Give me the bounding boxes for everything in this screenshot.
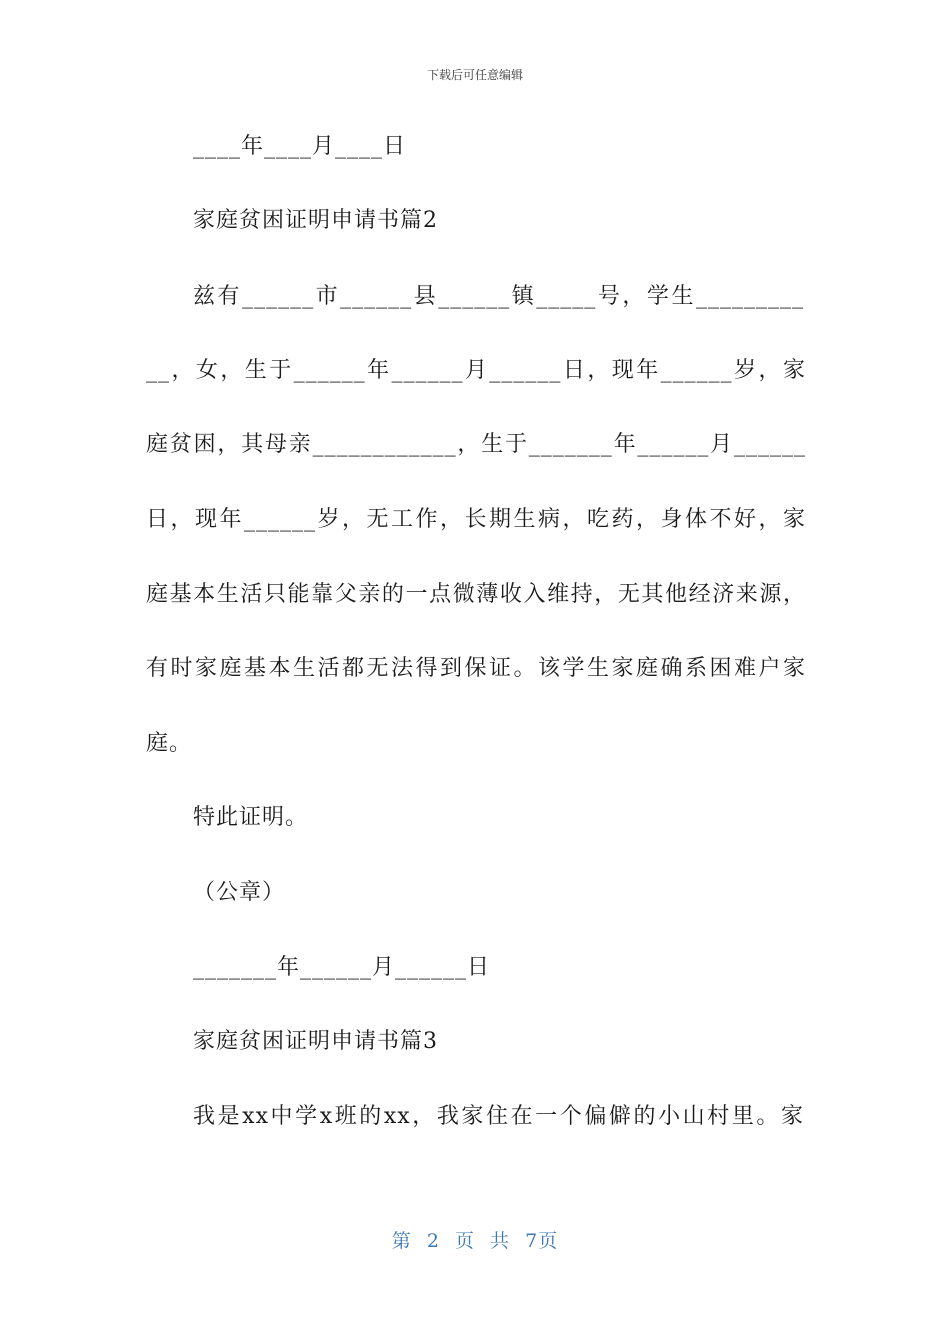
section-heading: 家庭贫困证明申请书篇3 (193, 1029, 438, 1054)
section-heading: 家庭贫困证明申请书篇2 (193, 208, 438, 233)
paragraph-line: 我是xx中学x班的xx，我家住在一个偏僻的小山村里。家 (193, 1104, 804, 1129)
header-note: 下载后可任意编辑 (426, 68, 523, 82)
paragraph-line: 日，现年______岁，无工作，长期生病，吃药，身体不好，家 (146, 507, 806, 532)
paragraph-line: 庭基本生活只能靠父亲的一点微薄收入维持，无其他经济来源， (146, 582, 806, 607)
paragraph-line: 庭。 (146, 731, 193, 756)
date-line: ____年____月____日 (193, 134, 407, 159)
footer-prefix: 第 (391, 1230, 412, 1252)
paragraph-line: 兹有______市______县______镇_____号，学生_________ (193, 284, 804, 309)
paragraph-line: __，女，生于______年______月______日，现年______岁，家 (146, 358, 806, 383)
page-footer (0, 1226, 950, 1253)
footer-current-page: 2 (426, 1230, 440, 1252)
paragraph-line: 庭贫困，其母亲____________，生于_______年______月______ (146, 432, 806, 457)
seal-label: （公章） (193, 880, 286, 905)
footer-total-word: 共 (490, 1230, 511, 1252)
date-line: _______年______月______日 (193, 955, 491, 980)
footer-total-pages: 7页 (525, 1230, 559, 1252)
certify-line: 特此证明。 (193, 805, 309, 830)
paragraph-line: 有时家庭基本生活都无法得到保证。该学生家庭确系困难户家 (146, 656, 806, 681)
footer-page-word: 页 (454, 1230, 475, 1252)
